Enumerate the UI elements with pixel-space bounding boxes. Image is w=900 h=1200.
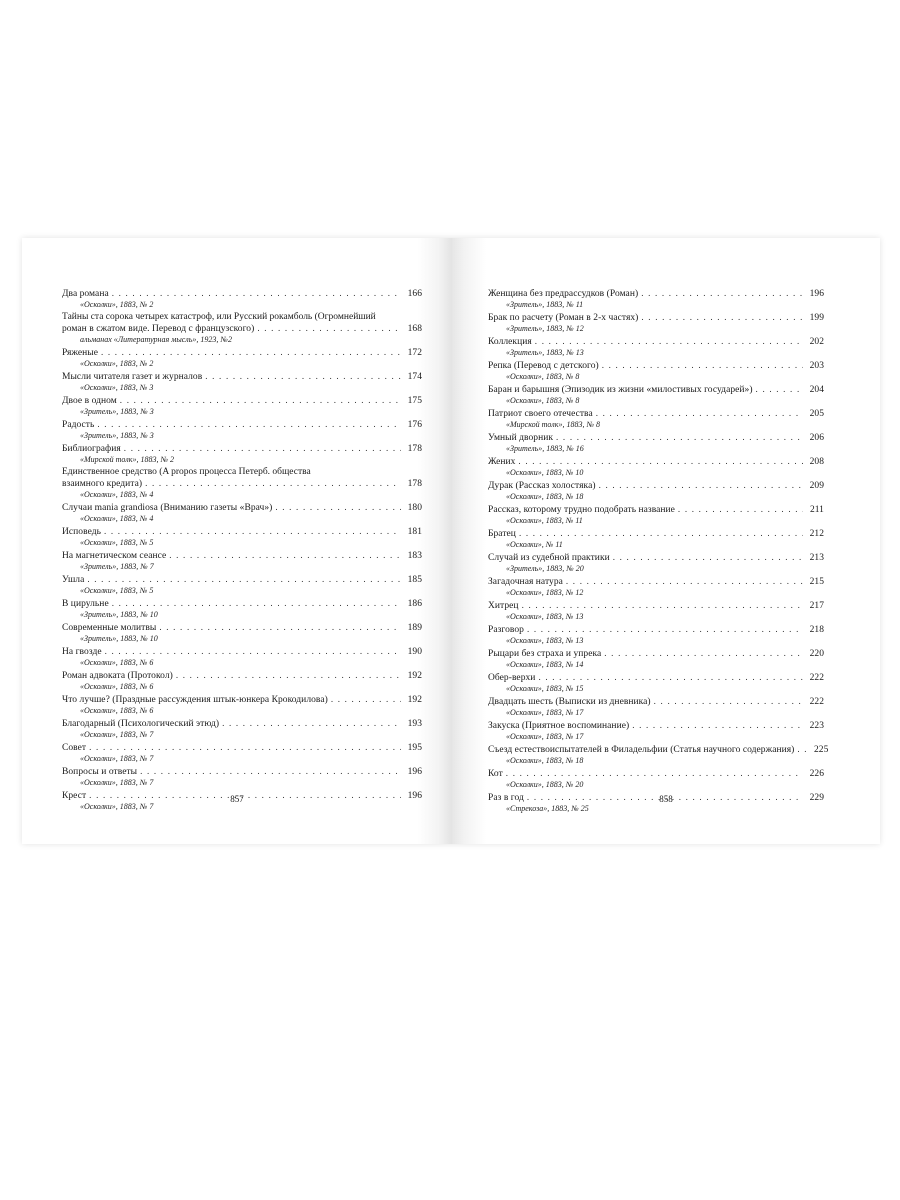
toc-entry [488,456,824,477]
entry-title: Случаи mania grandiosa (Вниманию газеты «Врач») [62,503,273,513]
dot-leader [222,718,401,729]
entry-source: «Зритель», 1883, № 10 [80,610,158,619]
toc-entry [488,624,824,645]
entry-source: «Мирской толк», 1883, № 2 [80,455,175,464]
entry-title: Что лучше? (Праздные рассуждения штык-юнкера Крокодилова) [62,695,328,705]
entry-source: «Осколки», 1883, № 6 [80,706,154,715]
dot-leader [140,766,401,777]
toc-entry [62,742,422,763]
entry-source: «Осколки», 1883, № 20 [506,780,584,789]
table-of-contents-right [488,288,829,816]
entry-line [488,672,824,684]
entry-source: «Осколки», 1883, № 18 [506,756,584,765]
entry-page-number: 196 [809,289,824,299]
toc-entry [62,288,422,309]
dot-leader [506,768,803,779]
toc-entry [62,467,422,499]
entry-title: Современные молитвы [62,623,157,633]
dot-leader [124,443,401,454]
entry-title: Рассказ, которому трудно подобрать название [488,505,675,515]
entry-line [62,574,422,586]
entry-source: «Осколки», 1883, № 5 [80,538,154,547]
entry-page-number: 166 [407,289,422,299]
toc-entry [488,720,824,741]
toc-entry [62,646,422,667]
entry-title: Коллекция [488,337,532,347]
entry-page-number: 189 [407,623,422,633]
dot-leader [101,347,401,358]
entry-line [488,288,824,300]
entry-line [62,347,422,359]
dot-leader [518,456,803,467]
entry-line [488,696,824,708]
entry-title: Брак по расчету (Роман в 2-х частях) [488,313,639,323]
entry-title: Два романа [62,289,109,299]
dot-leader [145,478,401,489]
entry-page-number: 209 [809,481,824,491]
entry-source: «Осколки», 1883, № 17 [506,732,584,741]
entry-page-number: 226 [809,769,824,779]
entry-line [488,768,824,780]
entry-title: Радость [62,420,95,430]
entry-title: Единственное средство (A propos процесса Петерб. общества [62,467,311,477]
dot-leader [756,384,803,395]
entry-source: «Осколки», 1883, № 14 [506,660,584,669]
entry-line [488,432,824,444]
dot-leader [120,395,401,406]
toc-entry [488,696,824,717]
entry-line [62,646,422,658]
entry-line [488,648,824,660]
entry-page-number: 180 [407,503,422,513]
entry-source: «Осколки», 1883, № 3 [80,383,154,392]
entry-title: Жених [488,457,516,467]
entry-title: Двадцать шесть (Выписки из дневника) [488,697,651,707]
entry-source: «Осколки», 1883, № 12 [506,588,584,597]
entry-page-number: 195 [407,743,422,753]
entry-title: Раз в год [488,793,524,803]
dot-leader [89,742,401,753]
entry-line [62,419,422,431]
entry-page-number: 176 [407,420,422,430]
table-of-contents-left [62,288,422,814]
entry-title: Исповедь [62,527,101,537]
dot-leader [169,550,401,561]
entry-source: «Зритель», 1883, № 7 [80,562,154,571]
dot-leader [97,419,401,430]
entry-page-number: 225 [813,745,829,755]
entry-title: Хитрец [488,601,519,611]
right-page [452,238,880,844]
dot-leader [331,694,401,705]
entry-page-number: 178 [407,479,422,489]
entry-page-number: 190 [407,647,422,657]
toc-entry [62,502,422,523]
entry-source: «Осколки», 1883, № 6 [80,658,154,667]
entry-page-number: 183 [407,551,422,561]
entry-page-number: 204 [809,385,824,395]
entry-line [488,528,824,540]
entry-source: «Осколки», 1883, № 7 [80,754,154,763]
entry-page-number: 220 [809,649,824,659]
toc-entry [62,598,422,619]
entry-line [62,766,422,778]
toc-entry [62,312,422,344]
entry-title: Роман адвоката (Протокол) [62,671,173,681]
toc-entry [488,408,824,429]
dot-leader [566,576,803,587]
dot-leader [104,526,401,537]
entry-source: «Стрекоза», 1883, № 25 [506,804,589,813]
entry-line [62,742,422,754]
entry-title: В цирульне [62,599,109,609]
dot-leader [613,552,803,563]
entry-line [488,408,824,420]
entry-source: «Зритель», 1883, № 13 [506,348,584,357]
dot-leader [641,312,803,323]
entry-title: Крест [62,791,87,801]
entry-page-number: 203 [809,361,824,371]
entry-line [62,718,422,730]
toc-entry [62,550,422,571]
entry-line [62,395,422,407]
toc-entry [488,360,824,381]
entry-line [488,600,824,612]
toc-entry [488,504,824,525]
entry-line [488,336,824,348]
toc-entry [488,384,824,405]
dot-leader [205,371,401,382]
toc-entry [62,718,422,739]
entry-page-number: 208 [809,457,824,467]
entry-line [62,622,422,634]
entry-page-number: 168 [407,324,422,334]
entry-page-number: 178 [407,444,422,454]
entry-page-number: 223 [809,721,824,731]
toc-entry [488,432,824,453]
entry-title: Загадочная натура [488,577,563,587]
entry-line [62,443,422,455]
toc-entry [488,480,824,501]
entry-page-number: 175 [407,396,422,406]
entry-line [488,720,824,732]
entry-title: Закуска (Приятное воспоминание) [488,721,630,731]
entry-source: «Зритель», 1883, № 10 [80,634,158,643]
entry-source: альманах «Литературная мысль», 1923, №2 [80,335,232,344]
entry-title: Обер-верхи [488,673,536,683]
dot-leader [112,288,401,299]
entry-title: Ряженые [62,348,98,358]
toc-entry [488,528,824,549]
entry-source: «Зритель», 1883, № 3 [80,407,154,416]
entry-source: «Зритель», 1883, № 3 [80,431,154,440]
toc-entry [488,600,824,621]
entry-source: «Зритель», 1883, № 11 [506,300,584,309]
entry-title: Благодарный (Психологический этюд) [62,719,220,729]
dot-leader [519,528,803,539]
entry-title: Библиография [62,444,121,454]
entry-line [488,480,824,492]
entry-title: Рыцари без страха и упрека [488,649,602,659]
entry-page-number: 192 [407,671,422,681]
toc-entry [62,622,422,643]
entry-page-number: 202 [809,337,824,347]
dot-leader [604,648,803,659]
entry-title: Совет [62,743,87,753]
entry-source: «Осколки», 1883, № 6 [80,682,154,691]
toc-entry [62,347,422,368]
entry-page-number: 186 [407,599,422,609]
toc-entry [488,768,824,789]
entry-line [488,504,824,516]
entry-title: На магнетическом сеансе [62,551,167,561]
dot-leader [275,502,401,513]
entry-title-continuation: взаимного кредита) [62,479,143,489]
toc-entry [62,443,422,464]
dot-leader [87,574,401,585]
left-page [22,238,452,844]
entry-source: «Осколки», 1883, № 8 [506,372,580,381]
entry-line [62,288,422,300]
entry-source: «Осколки», 1883, № 7 [80,730,154,739]
entry-page-number: 199 [809,313,824,323]
entry-title: Кот [488,769,503,779]
entry-page-number: 218 [809,625,824,635]
entry-line [62,371,422,383]
entry-page-number: 206 [809,433,824,443]
toc-entry [488,744,829,765]
entry-line [488,576,824,588]
page-number-left: 857 [230,794,244,804]
entry-source: «Осколки», 1883, № 10 [506,468,584,477]
entry-line [62,598,422,610]
entry-source: «Зритель», 1883, № 20 [506,564,584,573]
entry-page-number: 205 [809,409,824,419]
entry-title-continuation: роман в сжатом виде. Перевод с французского) [62,324,255,334]
dot-leader [538,672,803,683]
dot-leader [596,408,803,419]
dot-leader [556,432,803,443]
dot-leader [641,288,803,299]
entry-title: Дурак (Рассказ холостяка) [488,481,596,491]
toc-entry [62,371,422,392]
entry-page-number: 217 [809,601,824,611]
dot-leader [522,600,803,611]
entry-line [62,478,422,490]
entry-source: «Осколки», 1883, № 15 [506,684,584,693]
toc-entry [62,670,422,691]
entry-page-number: 215 [809,577,824,587]
toc-entry [488,672,824,693]
toc-entry [488,288,824,309]
entry-title: Репка (Перевод с детского) [488,361,599,371]
entry-source: «Осколки», № 11 [506,540,563,549]
dot-leader [105,646,401,657]
entry-source: «Зритель», 1883, № 16 [506,444,584,453]
entry-line [62,550,422,562]
entry-page-number: 229 [809,793,824,803]
entry-page-number: 192 [407,695,422,705]
dot-leader [599,480,803,491]
dot-leader [678,504,803,515]
entry-source: «Осколки», 1883, № 17 [506,708,584,717]
toc-entry [488,648,824,669]
entry-source: «Зритель», 1883, № 12 [506,324,584,333]
entry-page-number: 193 [407,719,422,729]
entry-source: «Мирской толк», 1883, № 8 [506,420,601,429]
entry-page-number: 196 [407,767,422,777]
entry-title: Умный дворник [488,433,554,443]
entry-line [62,526,422,538]
entry-source: «Осколки», 1883, № 7 [80,778,154,787]
entry-title: Баран и барышня (Эпизодик из жизни «милостивых государей») [488,385,753,395]
entry-title: Мысли читателя газет и журналов [62,372,203,382]
entry-title: Двое в одном [62,396,117,406]
toc-entry [62,395,422,416]
toc-entry [62,766,422,787]
entry-title: Женщина без предрассудков (Роман) [488,289,639,299]
entry-page-number: 211 [809,505,824,515]
dot-leader [654,696,803,707]
entry-title: Вопросы и ответы [62,767,138,777]
book-spread [22,238,880,844]
dot-leader [602,360,803,371]
entry-page-number: 222 [809,697,824,707]
toc-entry [488,576,824,597]
dot-leader [176,670,401,681]
toc-entry [62,574,422,595]
entry-source: «Осколки», 1883, № 5 [80,586,154,595]
entry-title: Тайны ста сорока четырех катастроф, или Русский рокамболь (Огромнейший [62,312,376,322]
entry-line [488,624,824,636]
entry-line [488,312,824,324]
entry-title: Ушла [62,575,85,585]
dot-leader [112,598,401,609]
entry-line [488,360,824,372]
dot-leader [535,336,803,347]
entry-title: Съезд естествоиспытателей в Филадельфии (Статья научного содержания) [488,745,795,755]
toc-entry [488,336,824,357]
entry-page-number: 185 [407,575,422,585]
dot-leader [632,720,803,731]
entry-line [488,552,824,564]
entry-line [488,384,824,396]
entry-source: «Осколки», 1883, № 18 [506,492,584,501]
entry-source: «Осколки», 1883, № 2 [80,300,154,309]
entry-source: «Осколки», 1883, № 13 [506,612,584,621]
entry-title: Разговор [488,625,524,635]
entry-source: «Осколки», 1883, № 8 [506,396,580,405]
toc-entry [62,526,422,547]
entry-line [62,502,422,514]
entry-page-number: 172 [407,348,422,358]
page-number-right: 858 [659,794,673,804]
toc-entry [62,419,422,440]
entry-title: Братец [488,529,516,539]
entry-line [62,694,422,706]
dot-leader [257,323,401,334]
entry-title: Случай из судебной практики [488,553,610,563]
entry-source: «Осколки», 1883, № 13 [506,636,584,645]
entry-title: Патриот своего отечества [488,409,593,419]
dot-leader [797,744,807,755]
entry-source: «Осколки», 1883, № 7 [80,802,154,811]
entry-page-number: 174 [407,372,422,382]
entry-line [488,744,829,756]
entry-page-number: 213 [809,553,824,563]
entry-title: На гвозде [62,647,102,657]
toc-entry [62,694,422,715]
entry-line [62,323,422,335]
entry-source: «Осколки», 1883, № 11 [506,516,583,525]
dot-leader [159,622,401,633]
dot-leader [527,624,803,635]
entry-page-number: 181 [407,527,422,537]
toc-entry [488,312,824,333]
entry-page-number: 196 [407,791,422,801]
entry-line [62,670,422,682]
entry-line [488,456,824,468]
toc-entry [488,552,824,573]
entry-page-number: 222 [809,673,824,683]
entry-source: «Осколки», 1883, № 2 [80,359,154,368]
entry-page-number: 212 [809,529,824,539]
entry-source: «Осколки», 1883, № 4 [80,514,154,523]
entry-source: «Осколки», 1883, № 4 [80,490,154,499]
